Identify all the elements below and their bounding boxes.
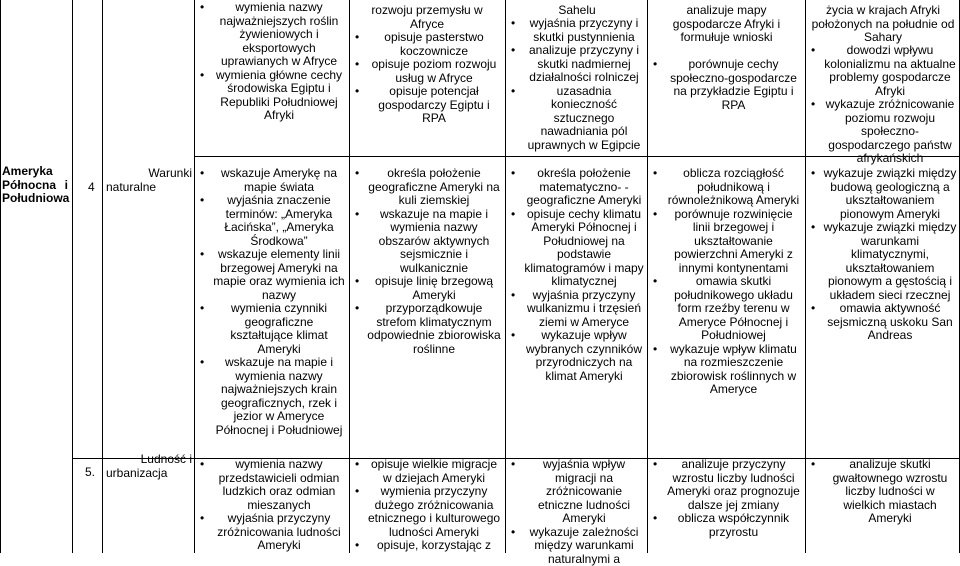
- row-number-4: 4: [88, 181, 95, 195]
- full-requirements-bot: [651, 458, 802, 539]
- requirement-item: • omawia aktywność sejsmiczną uskoku San Andreas: [809, 302, 957, 343]
- requirement-item: • wyjaśnia przyczyny i skutki pustynnienia: [509, 17, 645, 44]
- requirement-item: • porównuje cechy społeczno-gospodarcze na przykładzie Egiptu i RPA: [651, 58, 802, 112]
- basic-requirements-top: [198, 1, 346, 123]
- basic-requirements-bot: [198, 458, 346, 553]
- advanced-requirements-bot: [509, 458, 645, 566]
- requirement-item: • opisuje, korzystając z: [353, 539, 501, 553]
- extended-requirements-bot: [353, 458, 501, 553]
- advanced-requirements-mid: [509, 167, 645, 383]
- requirement-item: • wymienia czynniki geograficzne kształtujące klimat Ameryki: [198, 302, 346, 356]
- advanced-top-lead: Sahelu: [509, 4, 645, 18]
- requirement-item: • wymienia przyczyny dużego zróżnicowania etnicznego i kulturowego ludności Ameryki: [353, 485, 501, 539]
- row-number-5: 5.: [85, 466, 95, 480]
- requirement-item: • analizuje przyczyny i skutki nadmiernej działalności rolniczej: [509, 44, 645, 85]
- requirement-item: • oblicza rozciągłość południkową i równoleżnikową Ameryki: [651, 167, 802, 208]
- row-topic-5: Ludność i urbanizacja: [106, 453, 192, 480]
- requirement-item: • porównuje rozwinięcie linii brzegowej i ukształtowanie powierzchni Ameryki z innymi kontynentami: [651, 208, 802, 276]
- full-top-lead: analizuje mapy gospodarcze Afryki i formułuje wnioski: [651, 4, 802, 45]
- requirement-item: • wymienia główne cechy środowiska Egiptu i Republiki Południowej Afryki: [198, 69, 346, 123]
- requirement-item: • wyjaśnia przyczyny zróżnicowania ludności Ameryki: [198, 512, 346, 553]
- basic-requirements-mid: [198, 167, 346, 437]
- excellent-requirements-mid: [809, 167, 957, 343]
- region-label: Ameryka Północna i Południowa: [2, 165, 72, 206]
- requirement-item: • określa położenie geograficzne Ameryki na kuli ziemskiej: [353, 167, 501, 208]
- requirement-item: • opisuje poziom rozwoju usług w Afryce: [353, 58, 501, 85]
- row-topic-4: Warunki naturalne: [106, 167, 192, 194]
- excellent-requirements-bot: [809, 458, 957, 526]
- requirement-item: • wskazuje elementy linii brzegowej Ameryki na mapie oraz wymienia ich nazwy: [198, 248, 346, 302]
- requirement-item: • wymienia nazwy najważniejszych roślin żywieniowych i eksportowych uprawianych w Afryce: [198, 1, 346, 69]
- requirement-item: • opisuje cechy klimatu Ameryki Północnej i Południowej na podstawie klimatogramów i mapy klimatycznej: [509, 208, 645, 289]
- requirement-item: • wskazuje na mapie i wymienia nazwy obszarów aktywnych sejsmicznie i wulkanicznie: [353, 208, 501, 276]
- requirement-item: • opisuje linię brzegową Ameryki: [353, 275, 501, 302]
- requirement-item: • opisuje wielkie migracje w dziejach Ameryki: [353, 458, 501, 485]
- requirement-item: • wykazuje wpływ wybranych czynników przyrodniczych na klimat Ameryki: [509, 329, 645, 383]
- requirement-item: • wymienia nazwy przedstawicieli odmian ludzkich oraz odmian mieszanych: [198, 458, 346, 512]
- requirement-item: • wykazuje wpływ klimatu na rozmieszczenie zbiorowisk roślinnych w Ameryce: [651, 343, 802, 397]
- requirement-item: • wyjaśnia przyczyny wulkanizmu i trzęsień ziemi w Ameryce: [509, 289, 645, 330]
- requirement-item: • opisuje pasterstwo koczownicze: [353, 31, 501, 58]
- requirement-item: • omawia skutki południkowego układu form rzeźby terenu w Ameryce Północnej i Południowej: [651, 275, 802, 343]
- extended-top-lead: rozwoju przemysłu w Afryce: [353, 4, 501, 31]
- full-requirements-mid: [651, 167, 802, 397]
- requirement-item: • analizuje przyczyny wzrostu liczby ludności Ameryki oraz prognozuje dalsze jej zmiany: [651, 458, 802, 512]
- requirement-item: • wskazuje Amerykę na mapie świata: [198, 167, 346, 194]
- requirement-item: • opisuje potencjał gospodarczy Egiptu i RPA: [353, 85, 501, 126]
- extended-requirements-top: [353, 31, 501, 126]
- extended-requirements-mid: [353, 167, 501, 356]
- requirement-item: • przyporządkowuje strefom klimatycznym odpowiednie zbiorowiska roślinne: [353, 302, 501, 356]
- requirement-item: • wyjaśnia znaczenie terminów: „Ameryka Łacińska”, „Ameryka Środkowa”: [198, 194, 346, 248]
- requirement-item: • wykazuje związki między warunkami klimatycznymi, ukształtowaniem pionowym a gęstością i układem sieci rzecznej: [809, 221, 957, 302]
- requirement-item: • wyjaśnia wpływ migracji na zróżnicowanie etniczne ludności Ameryki: [509, 458, 645, 526]
- requirement-item: • wykazuje zależności między warunkami naturalnymi a: [509, 526, 645, 566]
- requirement-item: • dowodzi wpływu kolonializmu na aktualne problemy gospodarcze Afryki: [809, 44, 957, 98]
- requirement-item: • wykazuje związki między budową geologiczną a ukształtowaniem pionowym Ameryki: [809, 167, 957, 221]
- requirement-item: • wykazuje zróżnicowanie poziomu rozwoju społeczno-gospodarczego państw afrykańskich: [809, 98, 957, 166]
- advanced-requirements-top: [509, 17, 645, 152]
- requirement-item: • oblicza współczynnik przyrostu: [651, 512, 802, 539]
- requirement-item: • określa położenie matematyczno- -geograficzne Ameryki: [509, 167, 645, 208]
- full-requirements-top: [651, 58, 802, 112]
- requirement-item: • uzasadnia konieczność sztucznego nawadniania pól uprawnych w Egipcie: [509, 85, 645, 153]
- requirement-item: • wskazuje na mapie i wymienia nazwy najważniejszych krain geograficznych, rzek i jezior w Ameryce Północnej i Południowej: [198, 356, 346, 437]
- requirement-item: • analizuje skutki gwałtownego wzrostu liczby ludności w wielkich miastach Ameryki: [809, 458, 957, 526]
- excellent-requirements-top: [809, 44, 957, 166]
- excellent-top-lead: życia w krajach Afryki położonych na południe od Sahary: [809, 4, 957, 45]
